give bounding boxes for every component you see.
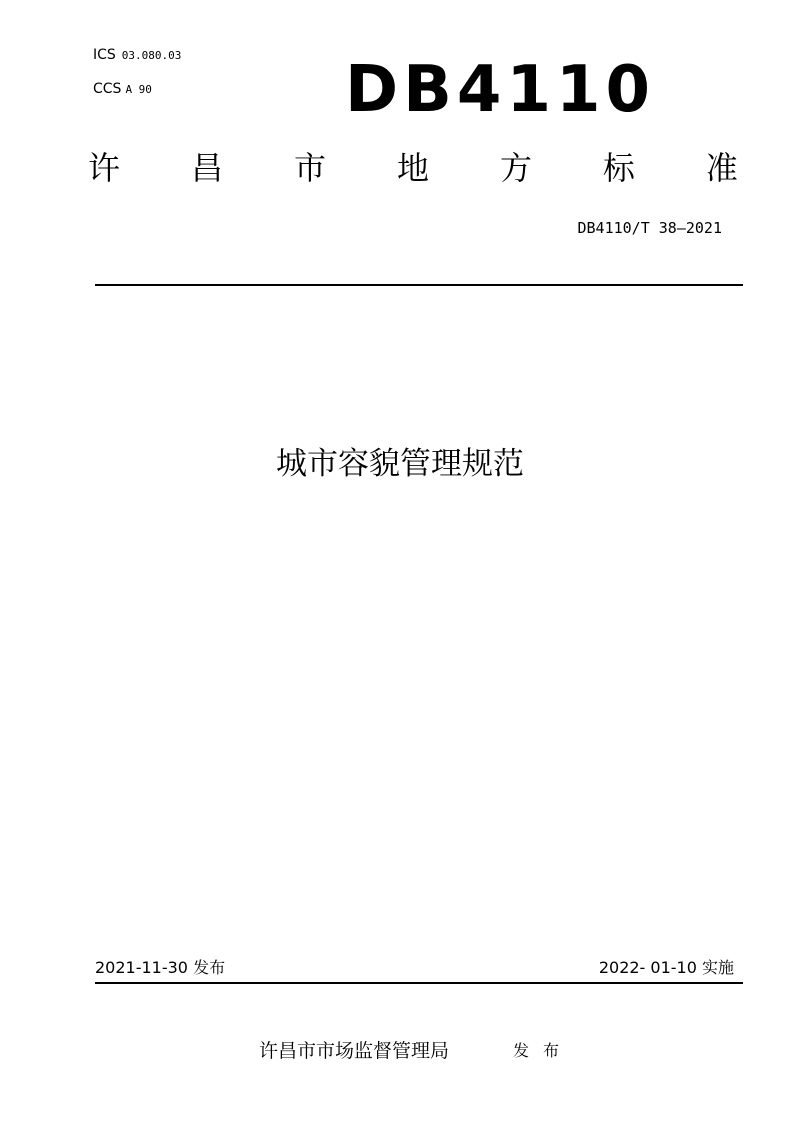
issue-action: 发布 (513, 1041, 574, 1060)
document-title: 城市容貌管理规范 (276, 446, 524, 482)
ics-classification (93, 47, 181, 63)
ccs-label: CCS (93, 81, 122, 97)
issuing-authority: 许昌市市场监督管理局 (259, 1040, 450, 1062)
standard-type-char: 昌 (190, 149, 223, 187)
ics-code: 03.080.03 (121, 49, 182, 62)
footer-divider (95, 982, 743, 984)
standard-number: DB4110/T 38—2021 (577, 219, 722, 237)
standard-type-char: 准 (705, 149, 738, 187)
publish-date: 2021-11-30 发布 (95, 958, 226, 977)
ccs-code: A 90 (125, 83, 152, 96)
effective-date: 2022- 01-10 实施 (598, 958, 734, 977)
standard-type-char: 方 (499, 149, 532, 187)
ics-label: ICS (93, 47, 116, 63)
standard-type-char: 地 (396, 149, 429, 187)
header-divider (95, 284, 743, 286)
ccs-classification (93, 81, 152, 97)
standard-type-char: 许 (88, 149, 121, 187)
standard-type-heading (88, 149, 738, 187)
standard-logo: DB4110 (345, 53, 656, 127)
standard-type-char: 市 (293, 149, 326, 187)
standard-type-char: 标 (602, 149, 635, 187)
